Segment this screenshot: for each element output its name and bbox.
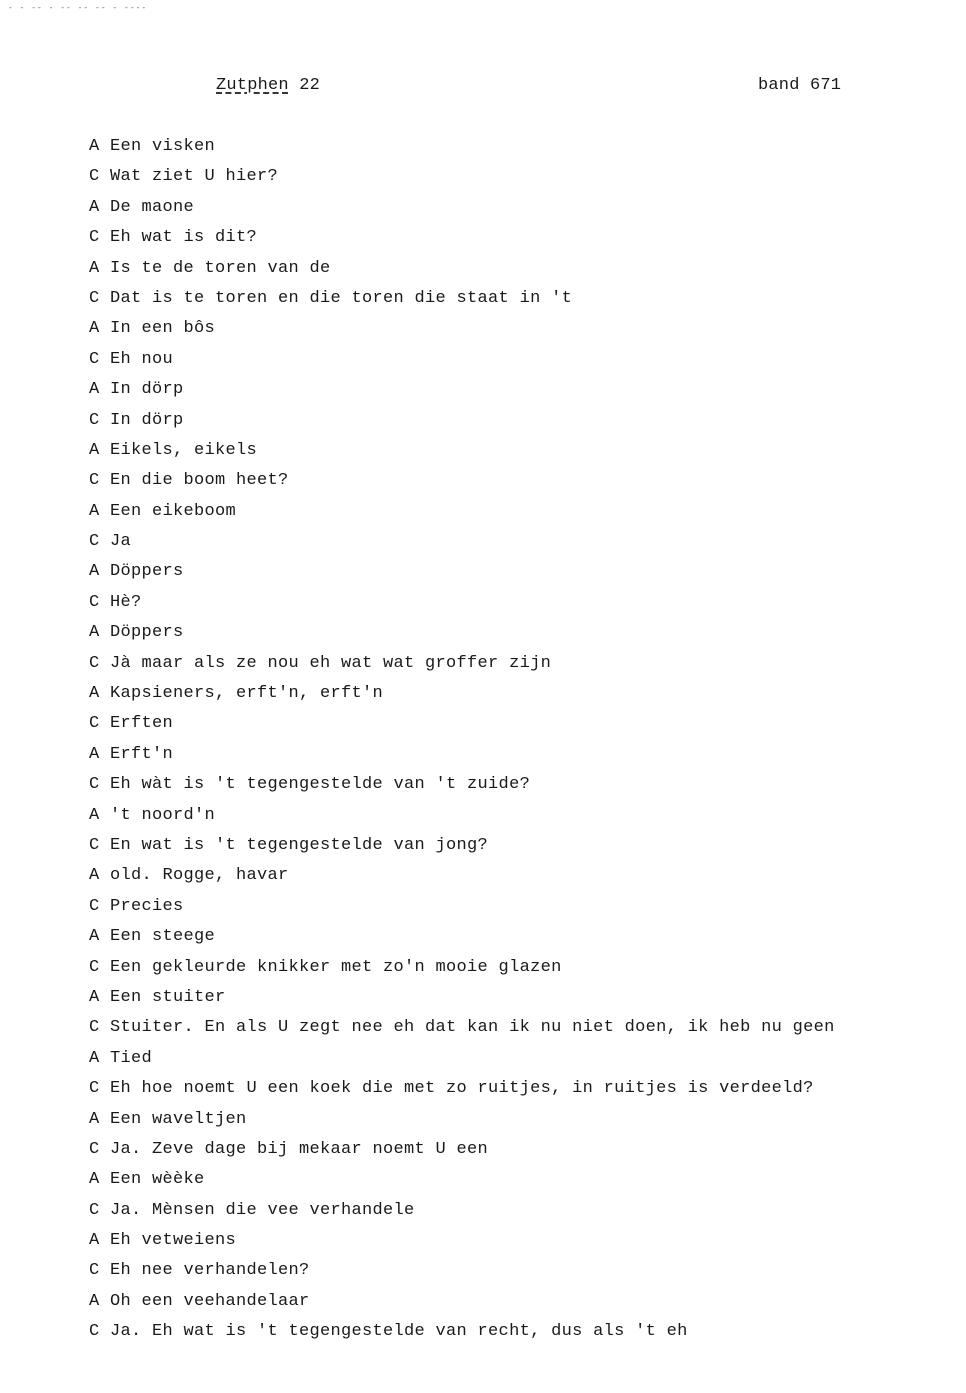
speaker-label: C xyxy=(89,1200,100,1220)
speaker-label: A xyxy=(89,744,100,764)
scan-artifact-marks: - - -- - -- -- -- - ---- xyxy=(8,4,148,13)
utterance-text: Eh wàt is 't tegengestelde van 't zuide? xyxy=(110,775,531,795)
transcript-line xyxy=(89,228,949,258)
transcript-line xyxy=(89,897,949,927)
transcript-line xyxy=(89,1110,949,1140)
utterance-text: En die boom heet? xyxy=(110,471,289,491)
transcript-line xyxy=(89,441,949,471)
transcript-line xyxy=(89,532,949,562)
transcript-line xyxy=(89,502,949,532)
utterance-text: Precies xyxy=(110,896,184,916)
utterance-text: Eh nee verhandelen? xyxy=(110,1261,310,1281)
utterance-text: Is te de toren van de xyxy=(110,258,331,278)
utterance-text: Wat ziet U hier? xyxy=(110,167,279,187)
speaker-label: A xyxy=(89,440,100,460)
speaker-label: C xyxy=(89,1139,100,1159)
speaker-label: C xyxy=(89,714,100,734)
transcript-line xyxy=(89,259,949,289)
utterance-text: Een waveltjen xyxy=(110,1109,247,1129)
speaker-label: C xyxy=(89,167,100,187)
transcript-line xyxy=(89,866,949,896)
place-number: 22 xyxy=(299,76,321,95)
page-header-tape: band 671 xyxy=(758,76,842,95)
utterance-text: Jà maar als ze nou eh wat wat groffer zijn xyxy=(110,653,552,673)
utterance-text: Een wèèke xyxy=(110,1170,205,1190)
speaker-label: C xyxy=(89,592,100,612)
utterance-text: Erft'n xyxy=(110,744,174,764)
utterance-text: Hè? xyxy=(110,592,142,612)
speaker-label: C xyxy=(89,1018,100,1038)
transcript-line xyxy=(89,836,949,866)
transcript-line xyxy=(89,1079,949,1109)
page-header-place xyxy=(216,76,320,95)
utterance-text: Tied xyxy=(110,1048,153,1068)
speaker-label: A xyxy=(89,1170,100,1190)
utterance-text: Erften xyxy=(110,714,174,734)
transcript-line xyxy=(89,654,949,684)
transcript-line xyxy=(89,319,949,349)
speaker-label: C xyxy=(89,1261,100,1281)
utterance-text: old. Rogge, havar xyxy=(110,866,289,886)
transcript-lines xyxy=(89,137,949,1353)
transcript-line xyxy=(89,137,949,167)
utterance-text: Ja. Eh wat is 't tegengestelde van recht, dus als 't eh xyxy=(110,1322,688,1342)
transcript-line xyxy=(89,1261,949,1291)
speaker-label: A xyxy=(89,623,100,643)
transcript-line xyxy=(89,350,949,380)
speaker-label: C xyxy=(89,1079,100,1099)
utterance-text: In dörp xyxy=(110,410,184,430)
speaker-label: A xyxy=(89,684,100,704)
transcript-line xyxy=(89,1201,949,1231)
speaker-label: A xyxy=(89,1231,100,1251)
speaker-label: A xyxy=(89,987,100,1007)
transcript-line xyxy=(89,1292,949,1322)
utterance-text: Dat is te toren en die toren die staat in 't xyxy=(110,288,573,308)
speaker-label: C xyxy=(89,532,100,552)
transcript-line xyxy=(89,927,949,957)
utterance-text: In dörp xyxy=(110,380,184,400)
speaker-label: A xyxy=(89,866,100,886)
utterance-text: En wat is 't tegengestelde van jong? xyxy=(110,835,489,855)
transcript-line xyxy=(89,1322,949,1352)
transcript-line xyxy=(89,775,949,805)
speaker-label: A xyxy=(89,258,100,278)
speaker-label: A xyxy=(89,562,100,582)
utterance-text: Döppers xyxy=(110,623,184,643)
speaker-label: C xyxy=(89,775,100,795)
speaker-label: C xyxy=(89,835,100,855)
utterance-text: 't noord'n xyxy=(110,805,216,825)
utterance-text: Eh hoe noemt U een koek die met zo ruitjes, in ruitjes is verdeeld? xyxy=(110,1079,814,1099)
transcript-line xyxy=(89,1049,949,1079)
transcript-line xyxy=(89,167,949,197)
transcript-line xyxy=(89,806,949,836)
speaker-label: C xyxy=(89,1322,100,1342)
speaker-label: C xyxy=(89,349,100,369)
speaker-label: C xyxy=(89,410,100,430)
transcript-line xyxy=(89,958,949,988)
utterance-text: Eh vetweiens xyxy=(110,1231,237,1251)
speaker-label: C xyxy=(89,288,100,308)
utterance-text: Een eikeboom xyxy=(110,501,237,521)
transcript-line xyxy=(89,745,949,775)
transcript-line xyxy=(89,1018,949,1048)
utterance-text: Kapsieners, erft'n, erft'n xyxy=(110,684,384,704)
transcript-line xyxy=(89,714,949,744)
transcript-line xyxy=(89,684,949,714)
speaker-label: A xyxy=(89,1291,100,1311)
utterance-text: Eh wat is dit? xyxy=(110,228,258,248)
transcript-line xyxy=(89,1140,949,1170)
utterance-text: Ja. Mènsen die vee verhandele xyxy=(110,1200,415,1220)
utterance-text: Een visken xyxy=(110,137,216,156)
utterance-text: Ja xyxy=(110,532,132,552)
speaker-label: A xyxy=(89,1109,100,1129)
speaker-label: A xyxy=(89,1048,100,1068)
transcript-line xyxy=(89,411,949,441)
transcript-line xyxy=(89,380,949,410)
speaker-label: C xyxy=(89,471,100,491)
utterance-text: Oh een veehandelaar xyxy=(110,1291,310,1311)
utterance-text: Een steege xyxy=(110,927,216,947)
transcript-line xyxy=(89,1231,949,1261)
transcript-line xyxy=(89,471,949,501)
speaker-label: C xyxy=(89,957,100,977)
speaker-label: C xyxy=(89,653,100,673)
speaker-label: A xyxy=(89,805,100,825)
place-name: Zutphen xyxy=(216,76,289,95)
transcript-line xyxy=(89,198,949,228)
speaker-label: A xyxy=(89,501,100,521)
speaker-label: A xyxy=(89,927,100,947)
utterance-text: Ja. Zeve dage bij mekaar noemt U een xyxy=(110,1139,489,1159)
utterance-text: In een bôs xyxy=(110,319,216,339)
utterance-text: Een stuiter xyxy=(110,987,226,1007)
speaker-label: C xyxy=(89,896,100,916)
speaker-label: A xyxy=(89,380,100,400)
speaker-label: A xyxy=(89,319,100,339)
transcript-line xyxy=(89,988,949,1018)
speaker-label: A xyxy=(89,197,100,217)
utterance-text: Stuiter. En als U zegt nee eh dat kan ik nu niet doen, ik heb nu geen xyxy=(110,1018,835,1038)
utterance-text: Een gekleurde knikker met zo'n mooie glazen xyxy=(110,957,562,977)
speaker-label: C xyxy=(89,228,100,248)
transcript-line xyxy=(89,1170,949,1200)
utterance-text: Eikels, eikels xyxy=(110,440,258,460)
transcript-line xyxy=(89,562,949,592)
utterance-text: Eh nou xyxy=(110,349,174,369)
utterance-text: De maone xyxy=(110,197,195,217)
transcript-line xyxy=(89,593,949,623)
transcript-line xyxy=(89,289,949,319)
transcript-line xyxy=(89,623,949,653)
speaker-label: A xyxy=(89,137,100,156)
utterance-text: Döppers xyxy=(110,562,184,582)
